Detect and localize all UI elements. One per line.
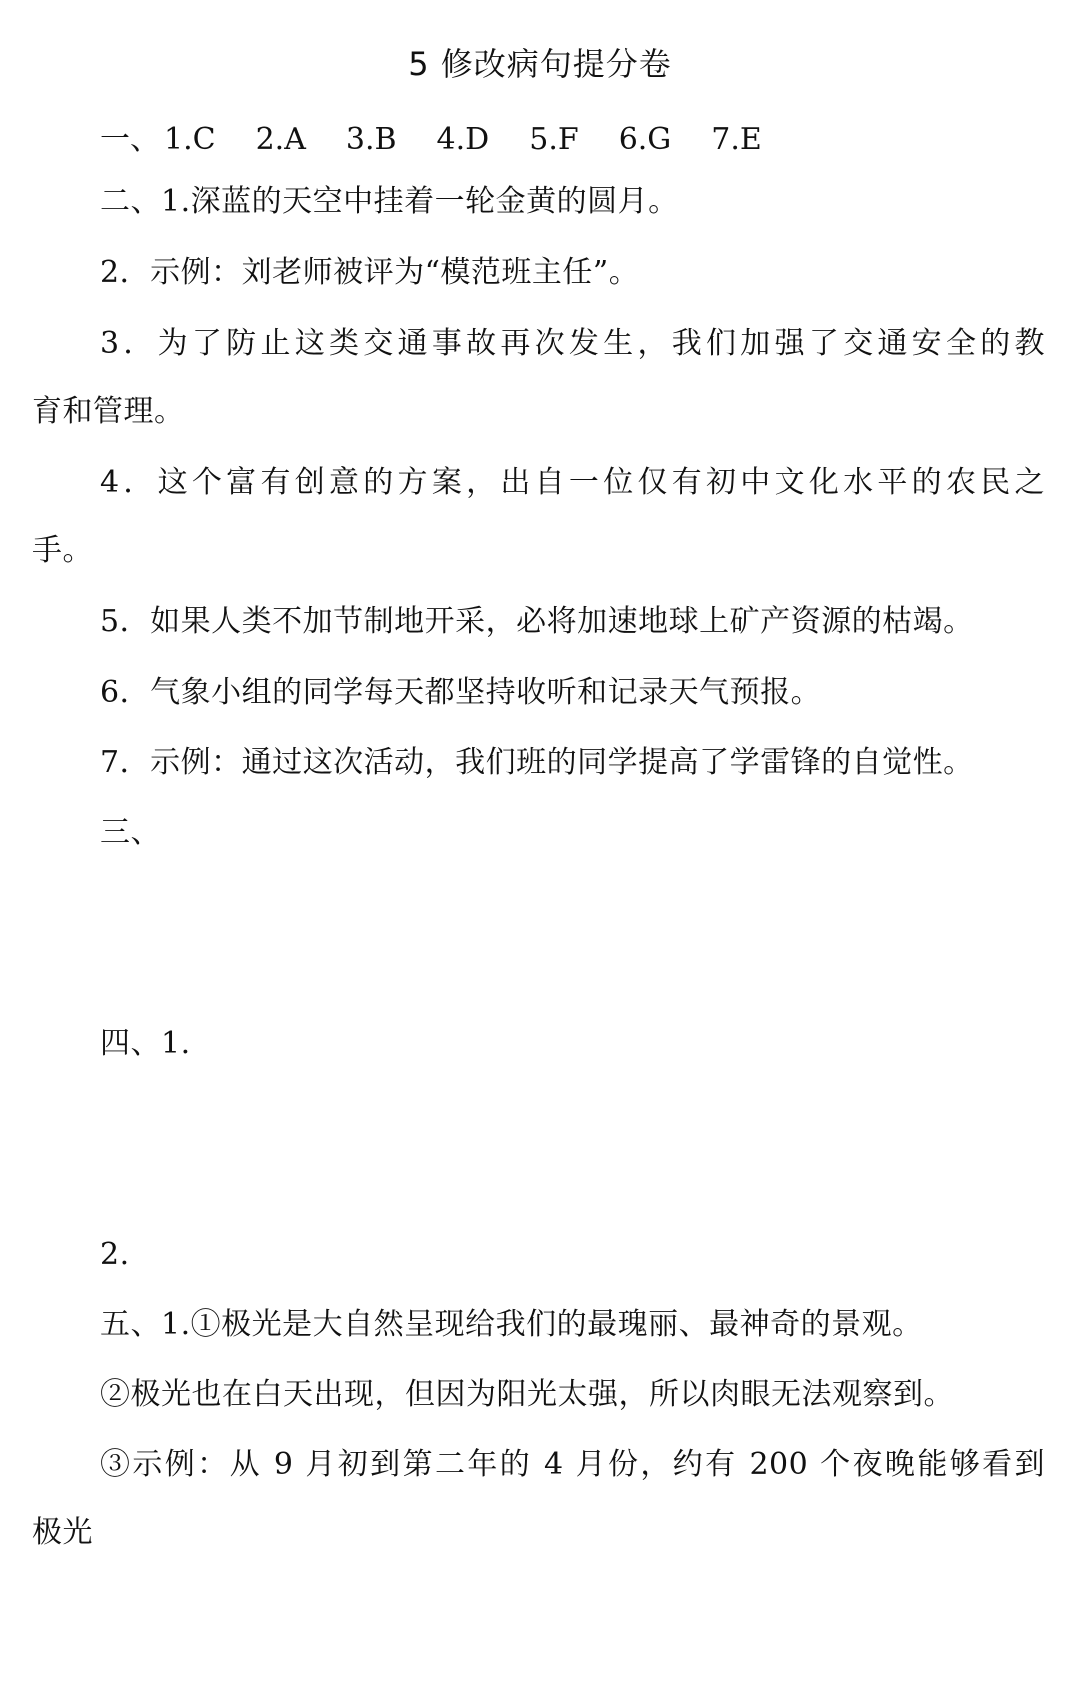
section2-item6: 6．气象小组的同学每天都坚持收听和记录天气预报。 (100, 675, 822, 710)
section1-answer: 4.D (436, 122, 490, 157)
section2-item4-line2: 手。 (32, 533, 93, 568)
section4-item2: 2. (100, 1237, 130, 1272)
section3-label: 三、 (100, 815, 161, 850)
section1-answer: 1.C (164, 122, 216, 157)
section2-item3-line2: 育和管理。 (32, 394, 185, 429)
section1-answers (100, 120, 802, 160)
section1-lead: 一、 (100, 122, 160, 157)
section1-answer: 5.F (529, 122, 579, 157)
section2-item5: 5．如果人类不加节制地开采，必将加速地球上矿产资源的枯竭。 (100, 604, 974, 639)
section1-answer: 7.E (711, 122, 762, 157)
section5-item3-line2: 极光 (32, 1515, 93, 1550)
page-title: 5 修改病句提分卷 (408, 45, 672, 83)
section2-item3-line1: 3．为了防止这类交通事故再次发生，我们加强了交通安全的教 (100, 326, 1045, 361)
section1-answer: 3.B (345, 122, 397, 157)
section1-answer: 6.G (618, 122, 672, 157)
section2-item4-line1: 4．这个富有创意的方案，出自一位仅有初中文化水平的农民之 (100, 465, 1045, 500)
section2-item7: 7．示例：通过这次活动，我们班的同学提高了学雷锋的自觉性。 (100, 745, 974, 780)
section2-item2: 2．示例：刘老师被评为“模范班主任”。 (100, 255, 640, 290)
section5-item3-line1: ③示例：从 9 月初到第二年的 4 月份，约有 200 个夜晚能够看到 (100, 1447, 1045, 1482)
section1-answer: 2.A (255, 122, 306, 157)
section5-item2: ②极光也在白天出现，但因为阳光太强，所以肉眼无法观察到。 (100, 1377, 954, 1412)
section5-item1: 五、1.①极光是大自然呈现给我们的最瑰丽、最神奇的景观。 (100, 1307, 923, 1342)
section4-item1: 四、1. (100, 1026, 191, 1061)
section2-item1: 二、1.深蓝的天空中挂着一轮金黄的圆月。 (100, 184, 679, 219)
